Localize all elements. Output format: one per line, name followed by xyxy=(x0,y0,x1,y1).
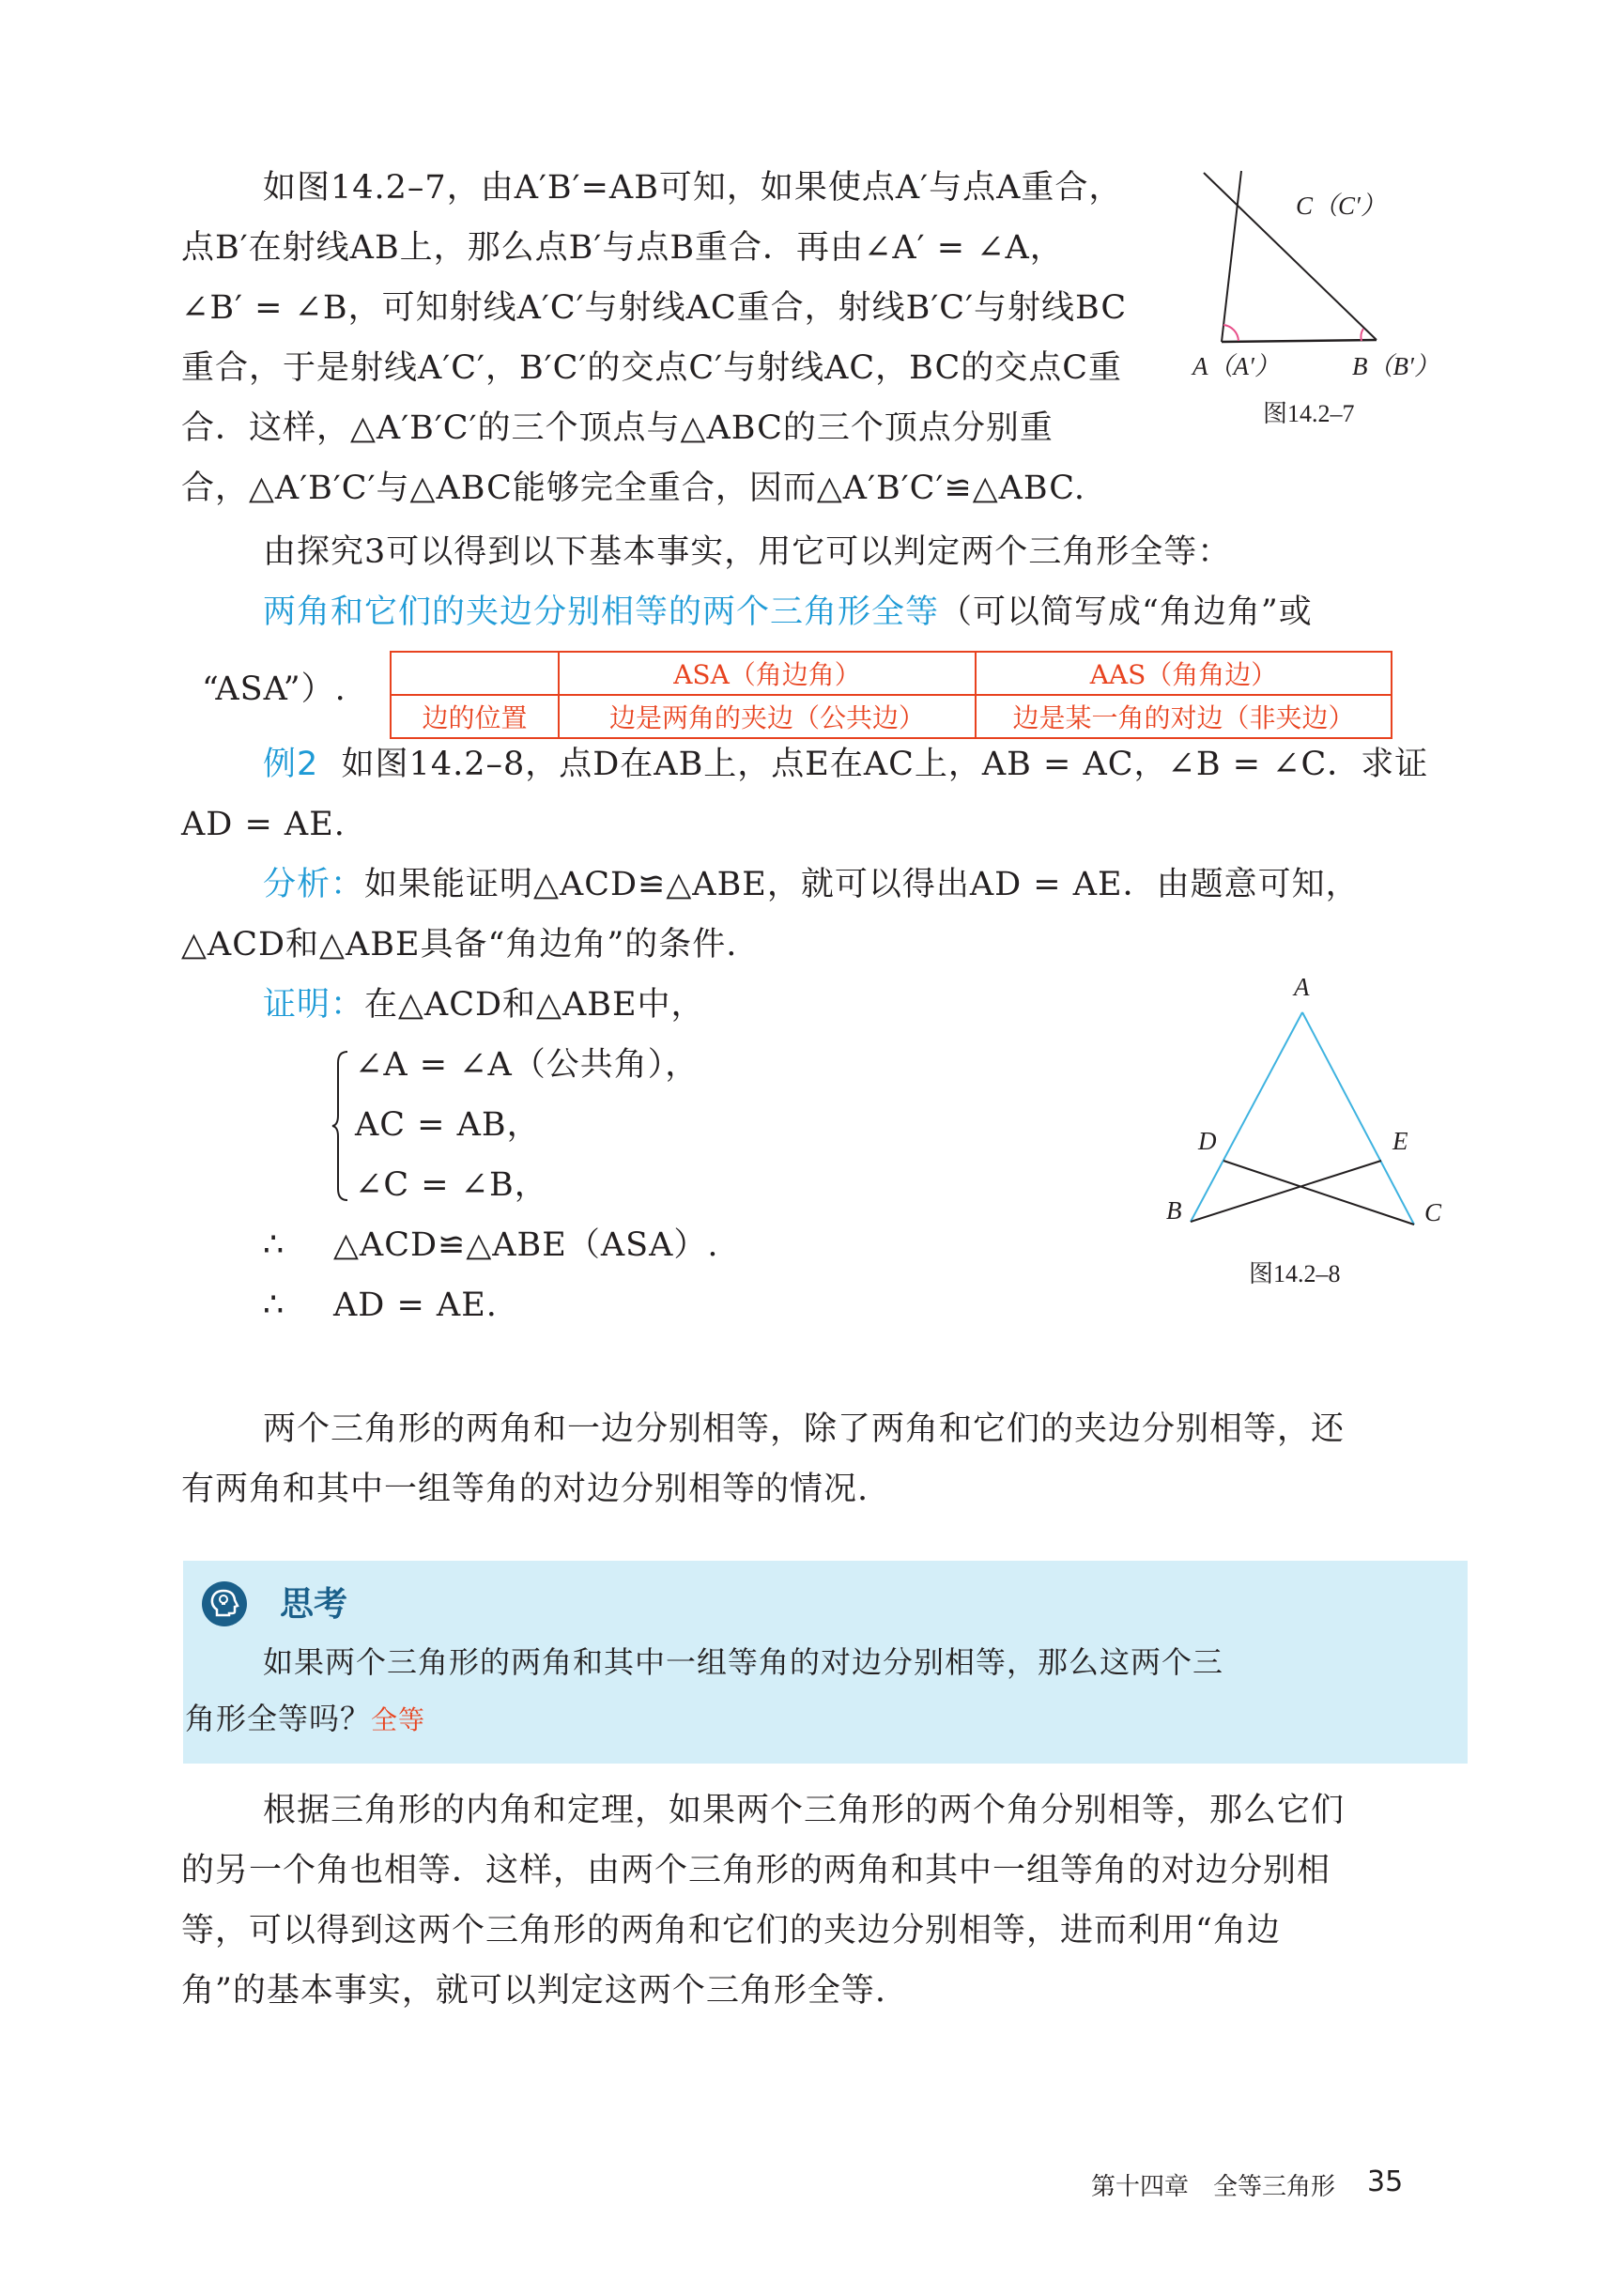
paragraph-4-line: 角”的基本事实，就可以判定这两个三角形全等. xyxy=(181,1972,887,2010)
proof-conclusion-1: △ACD≌△ABE（ASA）. xyxy=(333,1226,719,1264)
proof-condition: AC = AB， xyxy=(355,1106,541,1144)
figure-caption: 图14.2–7 xyxy=(1263,400,1355,427)
think-question-line-1: 如果两个三角形的两角和其中一组等角的对边分别相等，那么这两个三 xyxy=(263,1644,1224,1680)
paragraph-1-line: 如图14.2–7，由A′B′=AB可知，如果使点A′与点A重合， xyxy=(263,169,1123,207)
lightbulb-head-icon xyxy=(202,1581,247,1626)
paragraph-4-line: 的另一个角也相等．这样，由两个三角形的两角和其中一组等角的对边分别相 xyxy=(181,1852,1331,1889)
therefore-icon: ∴ xyxy=(263,1226,285,1264)
fact-rest: （可以简写成“角边角”或 xyxy=(939,593,1313,631)
comparison-table xyxy=(390,651,1392,739)
fact-line-2: “ASA”）. xyxy=(202,670,346,708)
paragraph-4-line: 等，可以得到这两个三角形的两角和它们的夹边分别相等，进而利用“角边 xyxy=(181,1912,1281,1949)
paragraph-1-line: ∠B′ = ∠B，可知射线A′C′与射线AC重合，射线B′C′与射线BC xyxy=(181,289,1128,327)
left-brace-icon xyxy=(331,1050,351,1202)
label-a: A（A′） xyxy=(1192,352,1280,380)
label-a: A xyxy=(1294,973,1310,1001)
table-cell: 边是某一角的对边（非夹边） xyxy=(976,695,1392,738)
angle-mark-a xyxy=(1223,325,1238,341)
example-label: 例2 xyxy=(263,746,319,783)
paragraph-3-line: 两个三角形的两角和一边分别相等，除了两角和它们的夹边分别相等，还 xyxy=(263,1410,1346,1448)
table-cell: 边的位置 xyxy=(391,695,559,738)
figure-caption: 图14.2–8 xyxy=(1249,1260,1341,1287)
proof-condition: ∠A = ∠A（公共角）， xyxy=(355,1046,700,1084)
paragraph-4-line: 根据三角形的内角和定理，如果两个三角形的两个角分别相等，那么它们 xyxy=(263,1792,1346,1829)
example-2-line-1 xyxy=(263,744,1428,785)
therefore-icon: ∴ xyxy=(263,1287,285,1324)
table-cell: 边是两角的夹边（公共边） xyxy=(559,695,976,738)
example-text: 如图14.2–8，点D在AB上，点E在AC上，AB = AC，∠B = ∠C．求证 xyxy=(341,746,1429,783)
paragraph-1-line: 重合，于是射线A′C′，B′C′的交点C′与射线AC，BC的交点C重 xyxy=(181,349,1123,387)
think-question-text: 角形全等吗？ xyxy=(185,1701,372,1736)
label-e: E xyxy=(1392,1127,1408,1155)
analysis-line-2: △ACD和△ABE具备“角边角”的条件. xyxy=(181,926,738,963)
think-question-line-2 xyxy=(183,1698,425,1741)
table-header-row xyxy=(391,652,1392,695)
think-answer: 全等 xyxy=(371,1704,426,1735)
example-2-line-2: AD = AE. xyxy=(181,806,346,843)
proof-conclusion-2: AD = AE. xyxy=(333,1287,498,1324)
think-title: 思考 xyxy=(280,1585,348,1624)
proof-label: 证明： xyxy=(263,986,365,1024)
label-b: B（B′） xyxy=(1352,352,1439,380)
footer-chapter-title: 第十四章 全等三角形 xyxy=(1091,2173,1336,2201)
table-cell xyxy=(391,652,559,695)
think-box xyxy=(183,1561,1468,1764)
paragraph-1-line: 点B′在射线AB上，那么点B′与点B重合．再由∠A′ = ∠A， xyxy=(181,229,1064,267)
proof-intro-text: 在△ACD和△ABE中， xyxy=(364,986,705,1024)
basic-fact xyxy=(263,592,1313,633)
label-c: C xyxy=(1424,1198,1442,1226)
paragraph-1-line: 合，△A′B′C′与△ABC能够完全重合，因而△A′B′C′≌△ABC. xyxy=(181,470,1085,507)
paragraph-2: 由探究3可以得到以下基本事实，用它可以判定两个三角形全等： xyxy=(263,533,1232,571)
paragraph-3-line: 有两角和其中一组等角的对边分别相等的情况. xyxy=(181,1471,869,1508)
label-b: B xyxy=(1166,1196,1182,1225)
analysis-line-1 xyxy=(263,864,1360,905)
fact-highlight: 两角和它们的夹边分别相等的两个三角形全等 xyxy=(263,593,940,631)
analysis-label: 分析： xyxy=(263,866,365,903)
isosceles-triangle-diagram xyxy=(1127,948,1437,1230)
table-cell: AAS（角角边） xyxy=(976,652,1392,695)
proof-intro xyxy=(263,984,705,1025)
paragraph-1-line: 合．这样，△A′B′C′的三个顶点与△ABC的三个顶点分别重 xyxy=(181,409,1054,447)
label-c: C（C′） xyxy=(1296,192,1386,220)
analysis-text: 如果能证明△ACD≌△ABE，就可以得出AD = AE．由题意可知， xyxy=(364,866,1360,903)
table-cell: ASA（角边角） xyxy=(559,652,976,695)
table-row xyxy=(391,695,1392,738)
page-number: 35 xyxy=(1367,2165,1404,2198)
label-d: D xyxy=(1198,1127,1217,1155)
proof-condition: ∠C = ∠B， xyxy=(355,1166,548,1204)
